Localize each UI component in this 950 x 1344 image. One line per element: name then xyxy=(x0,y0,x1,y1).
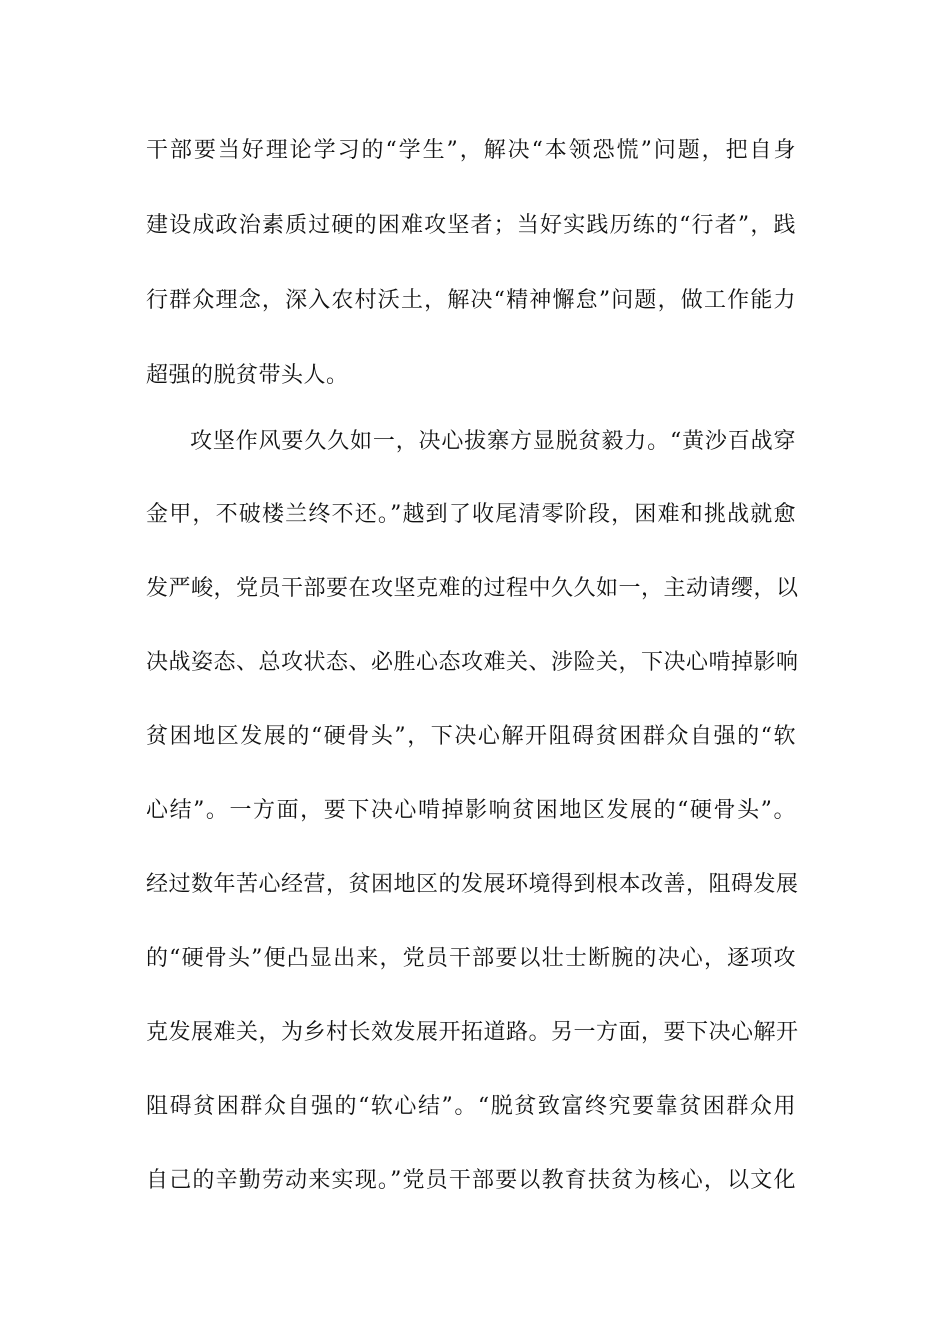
paragraph-2-line-4: 决战姿态、总攻状态、必胜心态攻难关、涉险关，下决心啃掉影响 xyxy=(146,650,799,675)
paragraph-2-line-11: 自己的辛勤劳动来实现。”党员干部要以教育扶贫为核心，以文化 xyxy=(146,1168,796,1193)
paragraph-2-line-2: 金甲，不破楼兰终不还。”越到了收尾清零阶段，困难和挑战就愈 xyxy=(146,502,796,527)
paragraph-2-line-1: 攻坚作风要久久如一，决心拔寨方显脱贫毅力。“黄沙百战穿 xyxy=(190,429,796,454)
paragraph-1-line-3: 行群众理念，深入农村沃土，解决“精神懈怠”问题，做工作能力 xyxy=(146,288,796,313)
paragraph-1-line-1: 干部要当好理论学习的“学生”，解决“本领恐慌”问题，把自身 xyxy=(146,138,796,163)
paragraph-2-line-5: 贫困地区发展的“硬骨头”，下决心解开阻碍贫困群众自强的“软 xyxy=(146,724,796,749)
paragraph-1-line-4: 超强的脱贫带头人。 xyxy=(146,363,349,388)
paragraph-2-line-6: 心结”。一方面，要下决心啃掉影响贫困地区发展的“硬骨头”。 xyxy=(146,798,796,823)
paragraph-2-line-9: 克发展难关，为乡村长效发展开拓道路。另一方面，要下决心解开 xyxy=(146,1020,799,1045)
paragraph-2-line-3: 发严峻，党员干部要在攻坚克难的过程中久久如一，主动请缨，以 xyxy=(146,576,799,601)
paragraph-2-line-10: 阻碍贫困群众自强的“软心结”。“脱贫致富终究要靠贫困群众用 xyxy=(146,1094,796,1119)
paragraph-2-line-8: 的“硬骨头”便凸显出来，党员干部要以壮士断腕的决心，逐项攻 xyxy=(146,946,796,971)
paragraph-2-line-7: 经过数年苦心经营，贫困地区的发展环境得到根本改善，阻碍发展 xyxy=(146,872,799,897)
paragraph-1-line-2: 建设成政治素质过硬的困难攻坚者；当好实践历练的“行者”，践 xyxy=(146,213,796,238)
